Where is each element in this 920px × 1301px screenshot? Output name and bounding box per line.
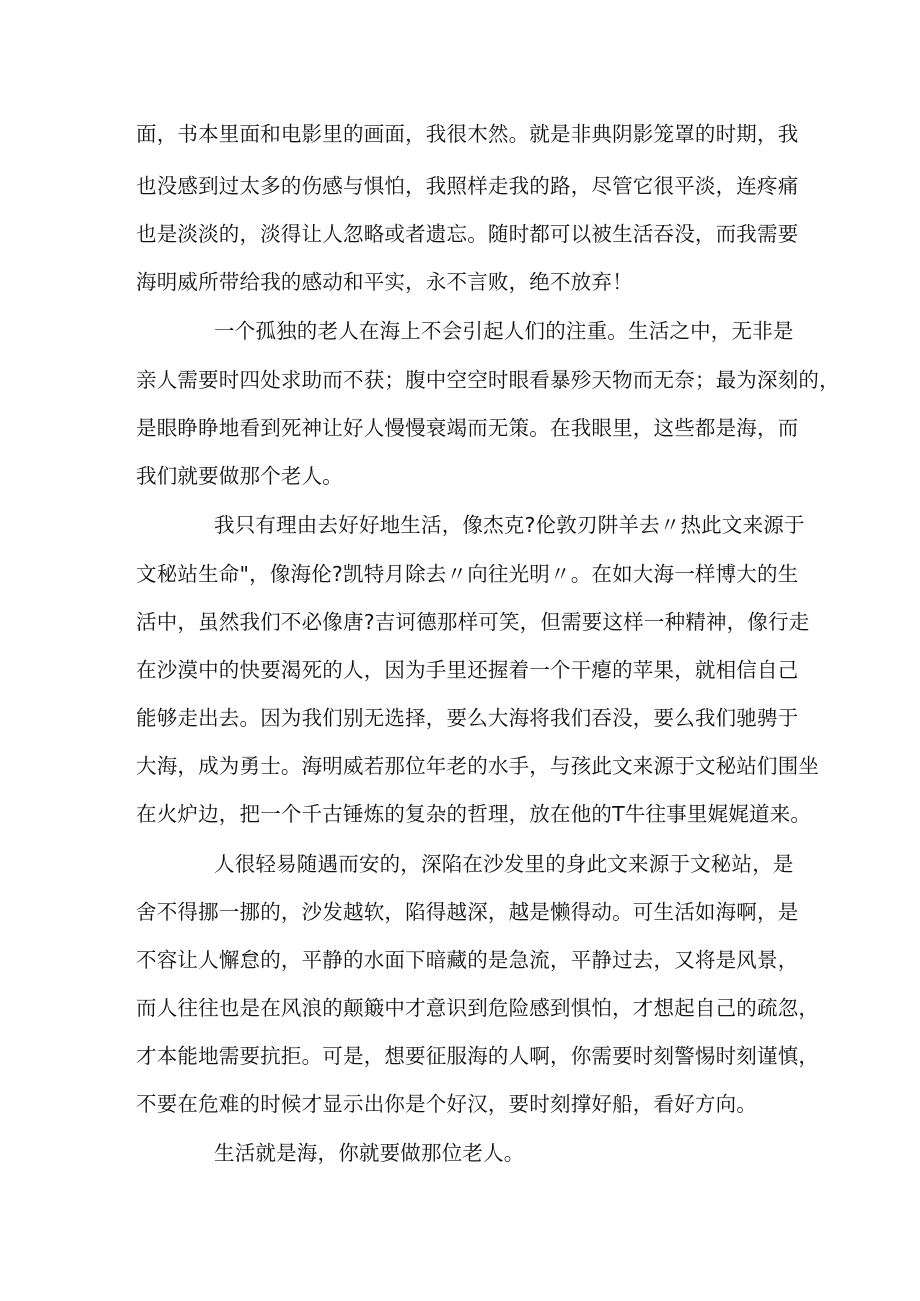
paragraph-3-line-3: 活中，虽然我们不必像唐?吉诃德那样可笑，但需要这样一种精神，像行走: [136, 610, 810, 634]
paragraph-3-line-6: 大海，成为勇士。海明威若那位年老的水手，与孩此文来源于文秘站们围坐: [136, 754, 820, 778]
paragraph-3-line-7: 在火炉边，把一个千古锤炼的复杂的哲理，放在他的T牛往事里娓娓道来。: [136, 802, 812, 826]
paragraph-1-line-1: 面，书本里面和电影里的画面，我很木然。就是非典阴影笼罩的时期，我: [136, 122, 799, 146]
paragraph-2-line-2: 亲人需要时四处求助而不获；腹中空空时眼看暴殄天物而无奈；最为深刻的，: [136, 368, 840, 392]
paragraph-2-line-1: 一个孤独的老人在海上不会引起人们的注重。生活之中，无非是: [214, 319, 794, 343]
paragraph-4-line-4: 而人往往也是在风浪的颠簸中才意识到危险感到惧怕，才想起自己的疏忽，: [136, 996, 820, 1020]
paragraph-4-line-5: 才本能地需要抗拒。可是，想要征服海的人啊，你需要时刻警惕时刻谨慎，: [136, 1044, 820, 1068]
paragraph-4-line-3: 不容让人懈怠的，平静的水面下暗藏的是急流，平静过去，又将是风景，: [136, 948, 799, 972]
paragraph-4-line-1: 人很轻易随遇而安的，深陷在沙发里的身此文来源于文秘站，是: [214, 852, 794, 876]
paragraph-3-line-4: 在沙漠中的快要渴死的人，因为手里还握着一个干瘪的苹果，就相信自己: [136, 658, 799, 682]
paragraph-1-line-4: 海明威所带给我的感动和平实，永不言败，绝不放弃！: [136, 270, 633, 294]
paragraph-3-line-2: 文秘站生命"，像海伦?凯特月除去〃向往光明〃。在如大海一样博大的生: [136, 562, 799, 586]
paragraph-1-line-3: 也是淡淡的，淡得让人忽略或者遗忘。随时都可以被生活吞没，而我需要: [136, 222, 799, 246]
paragraph-4-line-2: 舍不得挪一挪的，沙发越软，陷得越深，越是懒得动。可生活如海啊，是: [136, 900, 799, 924]
paragraph-5-line-1: 生活就是海，你就要做那位老人。: [214, 1141, 525, 1165]
paragraph-4-line-6: 不要在危难的时候才显示出你是个好汉，要时刻撑好船，看好方向。: [136, 1092, 757, 1116]
paragraph-3-line-5: 能够走出去。因为我们别无选择，要么大海将我们吞没，要么我们驰骋于: [136, 706, 799, 730]
paragraph-3-line-1: 我只有理由去好好地生活，像杰克?伦敦刃阱羊去〃热此文来源于: [214, 513, 805, 537]
paragraph-2-line-3: 是眼睁睁地看到死神让好人慢慢衰竭而无策。在我眼里，这些都是海，而: [136, 416, 799, 440]
paragraph-1-line-2: 也没感到过太多的伤感与惧怕，我照样走我的路，尽管它很平淡，连疼痛: [136, 174, 799, 198]
paragraph-2-line-4: 我们就要做那个老人。: [136, 464, 343, 488]
